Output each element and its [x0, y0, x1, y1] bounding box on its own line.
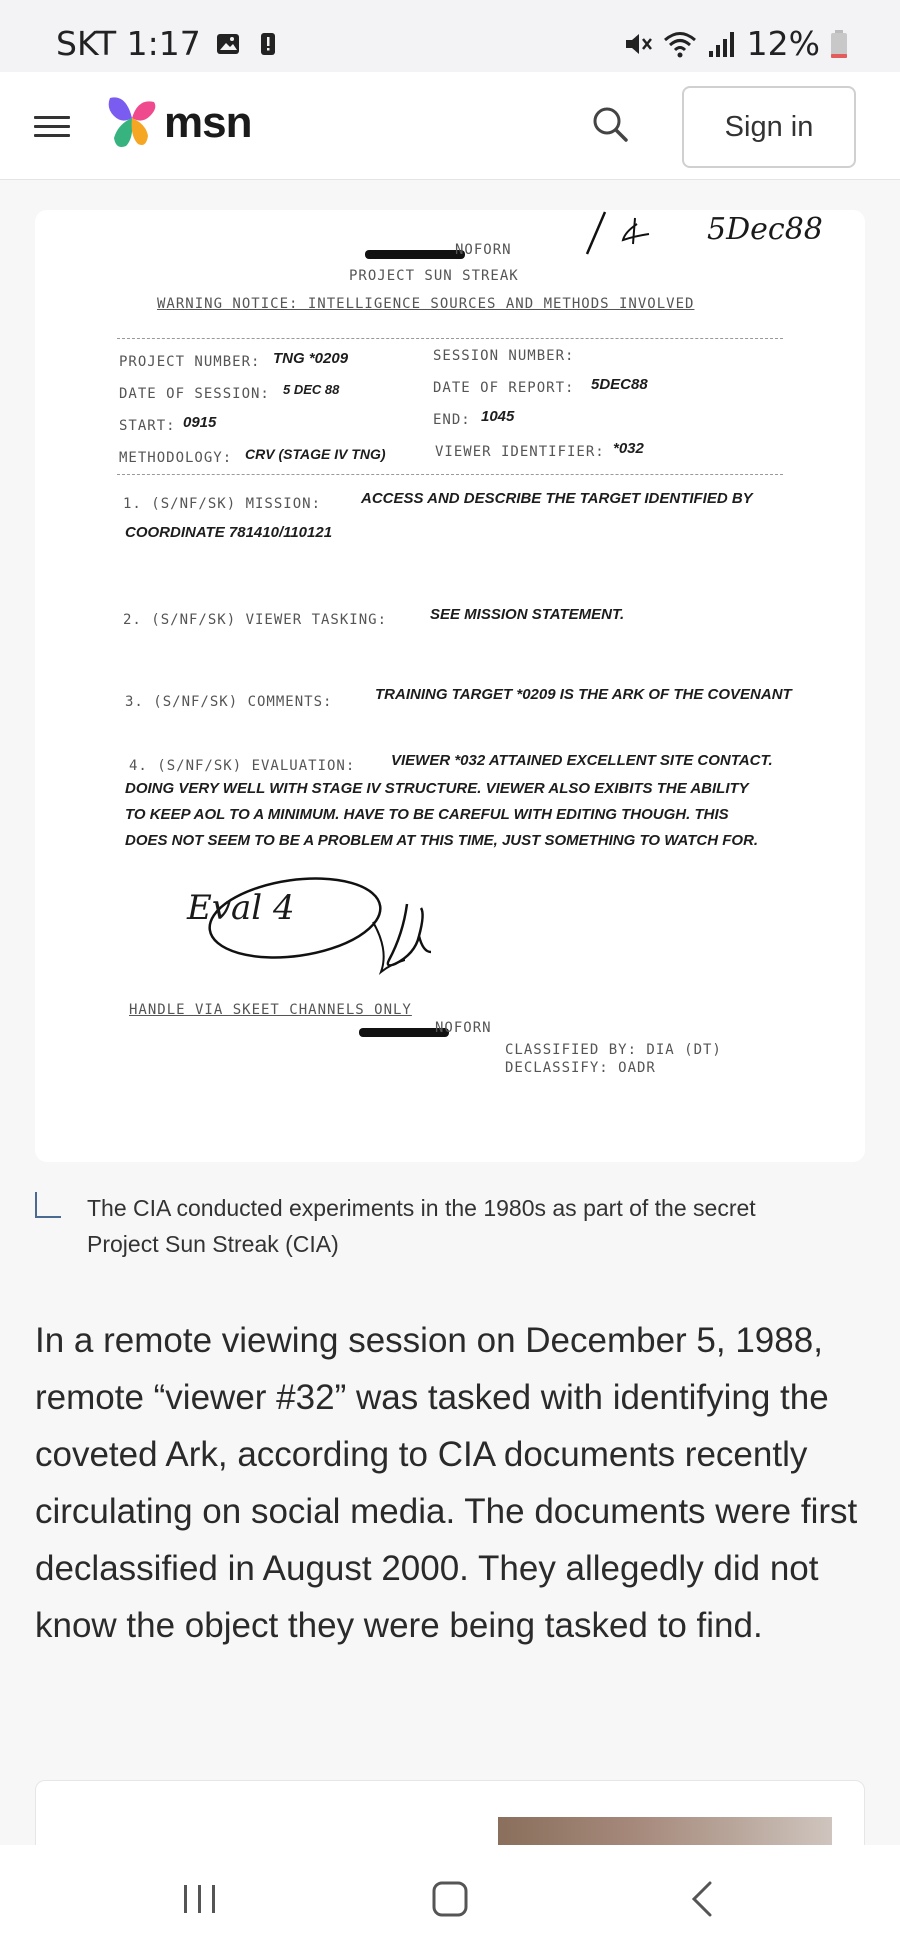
system-nav-bar: [0, 1845, 900, 1950]
status-right: [623, 24, 848, 63]
battery-icon: [830, 29, 848, 59]
item4-text-a: VIEWER *032 ATTAINED EXCELLENT SITE CONTACT.: [391, 752, 773, 769]
back-icon[interactable]: [680, 1877, 728, 1921]
item3-prefix: 3. (S/NF/SK) COMMENTS:: [125, 694, 333, 710]
declassified-document: [35, 210, 865, 1162]
document-image: [35, 210, 865, 1162]
handwritten-date: 5Dec88: [707, 212, 823, 247]
date-of-session-label: DATE OF SESSION:: [119, 386, 270, 402]
site-header: [0, 72, 900, 180]
caption-corner-icon: [35, 1192, 61, 1218]
classified-by: CLASSIFIED BY: DIA (DT): [505, 1042, 722, 1058]
item4-text-c: TO KEEP AOL TO A MINIMUM. HAVE TO BE CAREFUL WITH EDITING THOUGH. THIS: [125, 806, 729, 823]
viewer-identifier-value: *032: [613, 440, 644, 457]
status-bar: [0, 0, 900, 72]
article-paragraph: In a remote viewing session on December 5, 1988, remote “viewer #32” was tasked with identifying the coveted Ark, according to CIA documents recently circulating on social media. The documents were first declassified in August 2000. They allegedly did not know the object they were being tasked to find.: [35, 1321, 858, 1645]
session-number-label: SESSION NUMBER:: [433, 348, 575, 364]
search-icon[interactable]: [588, 102, 634, 148]
logo-text: msn: [164, 98, 252, 147]
item1-text-b: COORDINATE 781410/110121: [125, 524, 333, 541]
project-number-label: PROJECT NUMBER:: [119, 354, 261, 370]
hamburger-menu-icon[interactable]: [34, 116, 70, 138]
signal-icon: [707, 29, 737, 59]
end-value: 1045: [481, 408, 515, 425]
status-left: [56, 24, 281, 63]
msn-logo[interactable]: [104, 94, 251, 152]
item4-text-b: DOING VERY WELL WITH STAGE IV STRUCTURE. VIEWER ALSO EXIBITS THE ABILITY: [125, 780, 749, 797]
item4-prefix: 4. (S/NF/SK) EVALUATION:: [129, 758, 356, 774]
start-value: 0915: [183, 414, 217, 431]
image-caption: [35, 1190, 865, 1260]
item1-prefix: 1. (S/NF/SK) MISSION:: [123, 496, 322, 512]
classification-top: NOFORN: [455, 242, 512, 258]
date-of-session-value: 5 DEC 88: [283, 382, 340, 397]
date-of-report-label: DATE OF REPORT:: [433, 380, 575, 396]
sign-in-button[interactable]: Sign in: [682, 86, 856, 168]
alert-notification-icon: [255, 31, 281, 57]
item2-text: SEE MISSION STATEMENT.: [430, 606, 625, 623]
msn-butterfly-icon: [104, 94, 160, 152]
divider-top: [117, 338, 783, 339]
methodology-label: METHODOLOGY:: [119, 450, 233, 466]
item1-text-a: ACCESS AND DESCRIBE THE TARGET IDENTIFIED BY: [361, 490, 753, 507]
battery-percent: 12%: [746, 24, 820, 63]
project-number-value: TNG *0209: [273, 350, 349, 367]
wifi-icon: [663, 29, 697, 59]
item3-text: TRAINING TARGET *0209 IS THE ARK OF THE COVENANT: [375, 686, 792, 703]
warning-notice: WARNING NOTICE: INTELLIGENCE SOURCES AND METHODS INVOLVED: [157, 296, 695, 312]
viewer-identifier-label: VIEWER IDENTIFIER:: [435, 444, 605, 460]
start-label: START:: [119, 418, 176, 434]
date-of-report-value: 5DEC88: [591, 376, 648, 393]
end-label: END:: [433, 412, 471, 428]
handle-via: HANDLE VIA SKEET CHANNELS ONLY: [129, 1002, 412, 1018]
item4-text-d: DOES NOT SEEM TO BE A PROBLEM AT THIS TIME, JUST SOMETHING TO WATCH FOR.: [125, 832, 759, 849]
redaction-bar-top: [365, 250, 465, 259]
recents-icon[interactable]: [176, 1877, 224, 1921]
classification-bottom: NOFORN: [435, 1020, 492, 1036]
carrier-time: SKT 1:17: [56, 24, 201, 63]
divider-fields: [117, 474, 783, 475]
home-icon[interactable]: [426, 1877, 474, 1921]
caption-text: The CIA conducted experiments in the 1980s as part of the secret Project Sun Streak (CIA): [87, 1195, 756, 1257]
gallery-notification-icon: [215, 31, 241, 57]
mute-icon: [623, 29, 653, 59]
declassify: DECLASSIFY: OADR: [505, 1060, 656, 1076]
signature-mark: [375, 894, 455, 974]
item2-prefix: 2. (S/NF/SK) VIEWER TASKING:: [123, 612, 388, 628]
methodology-value: CRV (STAGE IV TNG): [245, 446, 386, 462]
project-title: PROJECT SUN STREAK: [349, 268, 519, 284]
eval-note: Eval 4: [187, 888, 295, 928]
